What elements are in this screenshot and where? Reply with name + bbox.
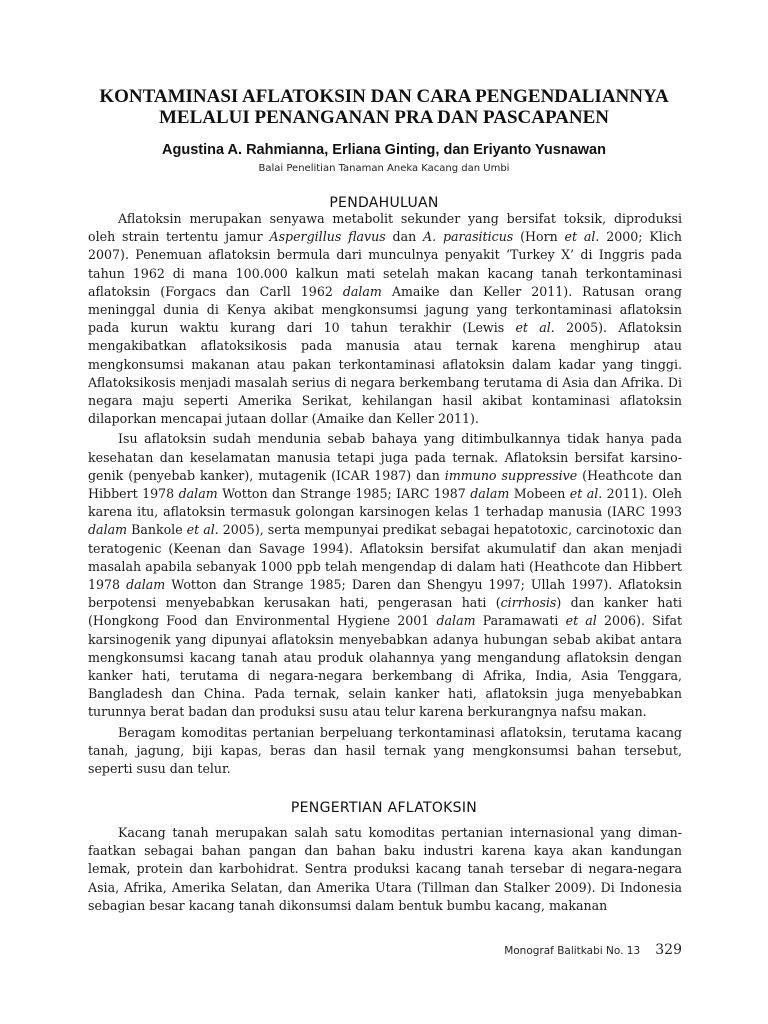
text-run: 2005), serta mempunyai predikat sebagai hepatotoxic, carcinotoxic dan teratogenic (Keenan dan Savage 1994). Aflatoksin bersifat akumulatif dan akan menjadi masalah apabila sebanyak 1000 ppb telah mengendap di dalam hati (Heathcote dan Hibbert 1978 — [88, 522, 682, 593]
italic-run: et al. — [186, 522, 219, 538]
section-heading-pendahuluan: PENDAHULUAN — [329, 195, 439, 211]
paragraph — [88, 724, 682, 779]
italic-run: A. parasiticus — [423, 229, 514, 245]
text-run: Kacang tanah merupakan salah satu komoditas pertanian internasional yang dimanfaatkan sebagai bahan pangan dan bahan baku industri karena kaya akan kandungan lemak, protein dan karbohidrat. Sentra produksi kacang tanah tersebar di negara-negara Asia, Afrika, Amerika Selatan, dan Amerika Utara (Tillman dan Stalker 2009). Di Indonesia sebagian besar kacang tanah dikonsumsi dalam bentuk bumbu kacang, makanan — [88, 825, 682, 913]
italic-run: et al. — [564, 229, 600, 245]
italic-run: et al. — [515, 320, 555, 336]
italic-run: et al — [565, 613, 597, 629]
paragraph — [88, 824, 682, 915]
text-run: (Heathcote dan Hibbert 1978 — [88, 467, 682, 502]
italic-run: dalam — [436, 613, 476, 629]
text-run: 2005). Aflatoksin mengakibatkan aflatoksikosis pada manusia atau ternak karena menghirup atau mengkonsumsi makanan atau pakan terkontaminasi aflatoksin dalam kadar yang tinggi. Aflatoksikosis menjadi masalah serius di negara berkembang terutama di Asia dan Afrika. Di negara maju seperti Amerika Serikat, kehilangan hasil akibat kontaminasi aflatoksin dilaporkan mencapai jutaan dollar (Amaike dan Keller 2011). — [88, 320, 682, 427]
text-run: Aflatoksin merupakan senyawa metabolit sekunder yang bersifat toksik, diproduksi oleh strain tertentu jamur — [88, 211, 682, 245]
italic-run: immuno suppressive — [444, 467, 578, 483]
text-run: 2011). Oleh karena itu, aflatoksin termasuk golongan karsinogen kelas 1 terhadap manusia (IARC 1993 — [88, 486, 683, 520]
journal-name: Monograf Balitkabi No. 13 — [504, 945, 641, 957]
italic-run: et al. — [569, 486, 603, 502]
section-heading-pengertian-aflatoksin: PENGERTIAN AFLATOKSIN — [290, 800, 478, 816]
page-footer — [504, 939, 682, 958]
paper-title: KONTAMINASI AFLATOKSIN DAN CARA PENGENDALIANNYA MELALUI PENANGANAN PRA DAN PASCAPANEN — [99, 86, 669, 128]
text-run: 2006). Sifat karsinogenik yang dipunyai aflatoksin menyebabkan adanya hubungan sebab akibat antara mengkonsumsi kacang tanah atau produk olahannya yang mengandung aflatoksin dengan kanker hati, terutama di negara-negara berkembang di Afrika, India, Asia Tenggara, Bangladesh dan China. Pada ternak, selain kanker hati, aflatoksin juga menyebabkan turunnya berat badan dan produksi susu atau telur karena berkurangnya nafsu makan. — [88, 613, 683, 720]
text-run: Mobeen — [509, 486, 570, 502]
text-run: dan — [385, 229, 424, 245]
section-body-pendahuluan — [88, 210, 682, 778]
paragraph — [88, 210, 682, 428]
text-run: 2000; Klich 2007). Penemuan aflatoksin bermula dari munculnya penyakit ‘Turkey X’ di Inggris pada tahun 1962 di mana 100.000 kalkun mati setelah makan kacang tanah terkontaminasi aflatoksin (Forgacs dan Carll 1962 — [88, 229, 683, 299]
text-run: Amaike dan Keller 2011). Ratusan orang meninggal dunia di Kenya akibat mengkonsumsi jagung yang terkontaminasi aflatoksin pada kurun waktu kurang dari 10 tahun terakhir (Lewis — [88, 283, 682, 336]
section-body-pengertian-aflatoksin — [88, 824, 682, 915]
text-run: Wotton dan Strange 1985; IARC 1987 — [217, 486, 471, 502]
italic-run: dalam — [126, 577, 166, 593]
italic-run: dalam — [178, 486, 218, 502]
text-run: ) dan kanker hati (Hongkong Food dan Environmental Hygiene 2001 — [88, 595, 682, 629]
author-list: Agustina A. Rahmianna, Erliana Ginting, dan Eriyanto Yusnawan — [162, 142, 606, 158]
italic-run: dalam — [342, 283, 382, 299]
paragraph — [88, 430, 682, 721]
text-run: Beragam komoditas pertanian berpeluang terkontaminasi aflatoksin, terutama kacang tanah, jagung, biji kapas, beras dan hasil ternak yang mengkonsumsi bahan tersebut, seperti susu dan telur. — [88, 724, 682, 777]
italic-run: Aspergillus flavus — [269, 229, 386, 245]
italic-run: dalam — [88, 522, 128, 538]
text-run: (Horn — [513, 229, 565, 245]
italic-run: cirrhosis — [500, 595, 557, 611]
text-run: Wotton dan Strange 1985; Daren dan Shengyu 1997; Ullah 1997). Aflatoksin berpotensi menyebabkan kerusakan hati, pengerasan hati ( — [88, 577, 682, 611]
italic-run: dalam — [470, 486, 510, 502]
text-run: Bankole — [127, 522, 187, 538]
author-affiliation: Balai Penelitian Tanaman Aneka Kacang dan Umbi — [258, 163, 510, 174]
page-number: 329 — [655, 942, 682, 958]
text-run: Paramawati — [475, 613, 566, 629]
text-run: Isu aflatoksin sudah mendunia sebab bahaya yang ditimbulkannya tidak hanya pada kesehatan dan keselamatan manusia tetapi juga pada ternak. Aflatoksin bersifat karsinogenik (penyebab kanker), mutagenik (ICAR 1987) dan — [88, 431, 682, 483]
